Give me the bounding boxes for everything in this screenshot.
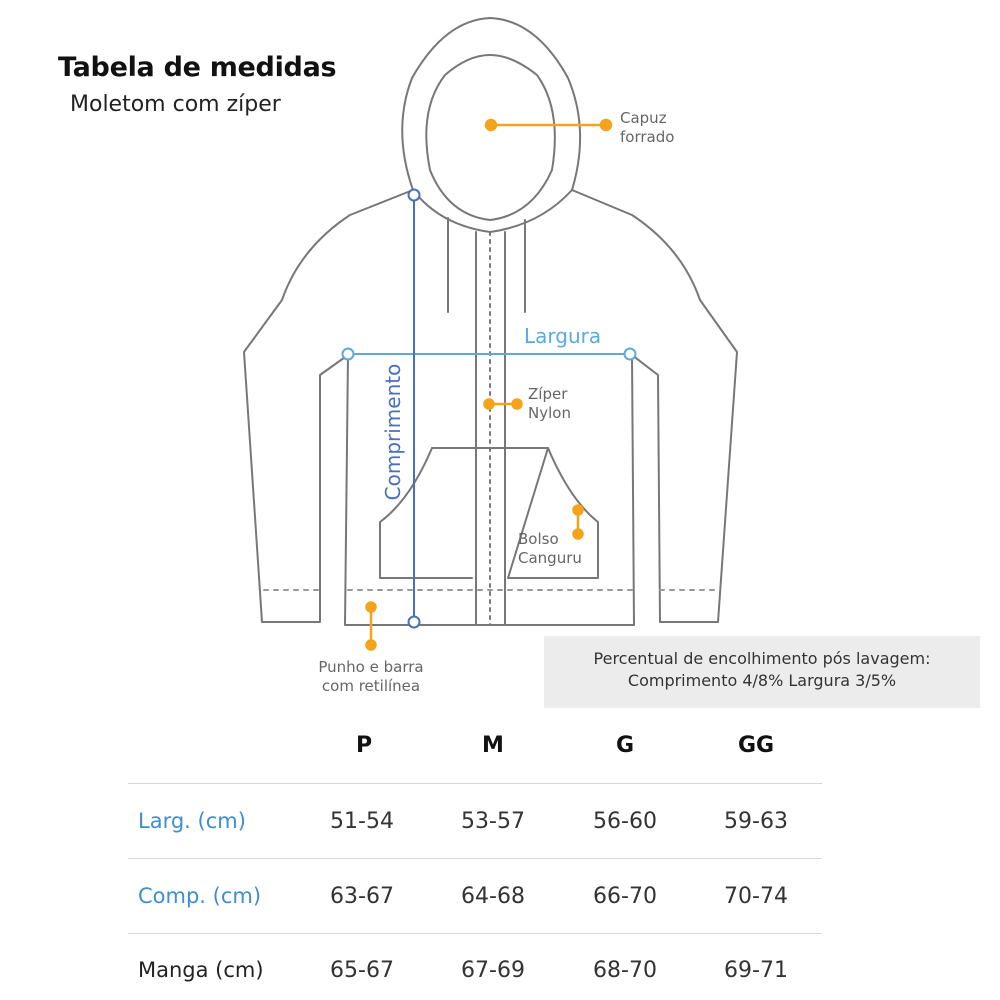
hood-callout: [620, 109, 674, 147]
length-measure: [409, 190, 420, 628]
hood-callout-line1: Capuz: [620, 109, 667, 127]
table-cell: 69-71: [724, 958, 788, 983]
table-divider: [128, 858, 822, 859]
cuff-callout-line1: Punho e barra: [318, 658, 424, 676]
size-header-gg: GG: [737, 733, 775, 758]
size-header-g: G: [615, 733, 635, 758]
table-divider: [128, 783, 822, 784]
table-cell: 53-57: [461, 809, 525, 834]
zipper-callout-line1: Zíper: [528, 385, 568, 403]
pocket-callout-line1: Bolso: [518, 530, 559, 548]
shrinkage-note: [544, 636, 980, 708]
table-cell: 68-70: [593, 958, 657, 983]
length-label: Comprimento: [381, 363, 405, 501]
pocket-callout: [518, 530, 582, 568]
cuff-callout-line2: com retilínea: [321, 677, 421, 695]
table-cell: 65-67: [330, 958, 394, 983]
table-divider: [128, 933, 822, 934]
zipper-callout-line2: Nylon: [528, 404, 571, 422]
size-header-m: M: [482, 733, 504, 758]
hood-callout-line2: forrado: [620, 128, 675, 146]
cuff-callout: [300, 658, 442, 696]
table-cell: 56-60: [593, 809, 657, 834]
shrinkage-line2: Comprimento 4/8% Largura 3/5%: [627, 671, 897, 690]
table-cell: 51-54: [330, 809, 394, 834]
page-subtitle: Moletom com zíper: [70, 92, 281, 117]
zipper-callout: [528, 385, 571, 423]
table-cell: 70-74: [724, 884, 788, 909]
hood-inner: [426, 55, 555, 220]
table-cell: 59-63: [724, 809, 788, 834]
table-cell: 64-68: [461, 884, 525, 909]
width-measure: [343, 349, 636, 360]
row-label-sleeve: Manga (cm): [138, 958, 264, 982]
row-label-length: Comp. (cm): [138, 884, 262, 908]
width-label: Largura: [524, 324, 602, 348]
table-cell: 66-70: [593, 884, 657, 909]
table-cell: 67-69: [461, 958, 525, 983]
page-title: Tabela de medidas: [58, 52, 337, 83]
pocket-callout-line2: Canguru: [518, 549, 582, 567]
table-cell: 63-67: [330, 884, 394, 909]
shrinkage-line1: Percentual de encolhimento pós lavagem:: [593, 649, 931, 668]
size-header-p: P: [355, 733, 373, 758]
row-label-width: Larg. (cm): [138, 809, 246, 833]
